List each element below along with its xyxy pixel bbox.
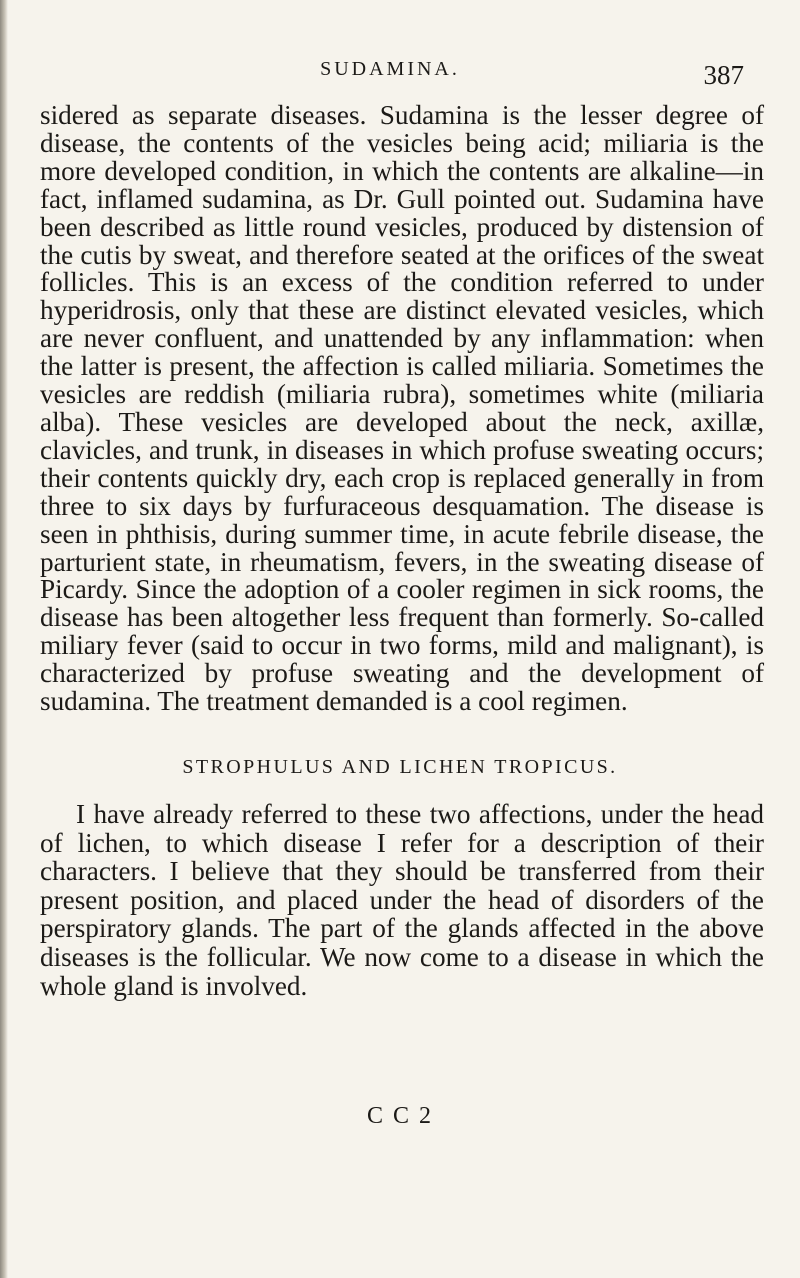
binding-edge <box>0 0 8 1278</box>
paragraph-strophulus: I have already referred to these two affections, under the head of lichen, to which disease I refer for a description of their characters. I believe that they should be transferred from their present position, and placed under the head of disorders of the perspiratory glands. The part of the glands affected in the above diseases is the follicular. We now come to a disease in which the whole gland is involved. <box>40 799 764 1001</box>
paragraph-sudamina: sidered as separate diseases. Sudamina is the lesser degree of disease, the contents of the vesicles being acid; miliaria is the more developed condition, in which the contents are alkaline—in fact, inflamed sudamina, as Dr. Gull pointed out. Sudamina have been described as little round vesicles, produced by distension of the cutis by sweat, and therefore seated at the orifices of the sweat follicles. This is an excess of the condition referred to under hyperidrosis, only that these are distinct elevated vesicles, which are never confluent, and unattended by any inflammation: when the latter is present, the affection is called miliaria. Sometimes the vesicles are reddish (miliaria rubra), sometimes white (miliaria alba). These vesicles are developed about the neck, axillæ, clavicles, and trunk, in diseases in which profuse sweating occurs; their contents quickly dry, each crop is replaced generally in from three to six days by furfuraceous desquamation. The disease is seen in phthisis, during summer time, in acute febrile disease, the parturient state, in rheumatism, fevers, in the sweating disease of Picardy. Since the adoption of a cooler regimen in sick rooms, the disease has been altogether less frequent than formerly. So-called miliary fever (said to occur in two forms, mild and malignant), is characterized by profuse sweating and the development of sudamina. The treatment demanded is a cool regimen. <box>40 100 764 717</box>
running-title: SUDAMINA. <box>320 58 460 80</box>
printer-signature: C C 2 <box>366 1103 433 1129</box>
page-number: 387 <box>703 60 744 90</box>
section-text-block <box>40 800 764 1000</box>
section-heading: STROPHULUS AND LICHEN TROPICUS. <box>182 756 618 778</box>
running-head <box>0 58 800 88</box>
main-text-block <box>40 102 764 716</box>
